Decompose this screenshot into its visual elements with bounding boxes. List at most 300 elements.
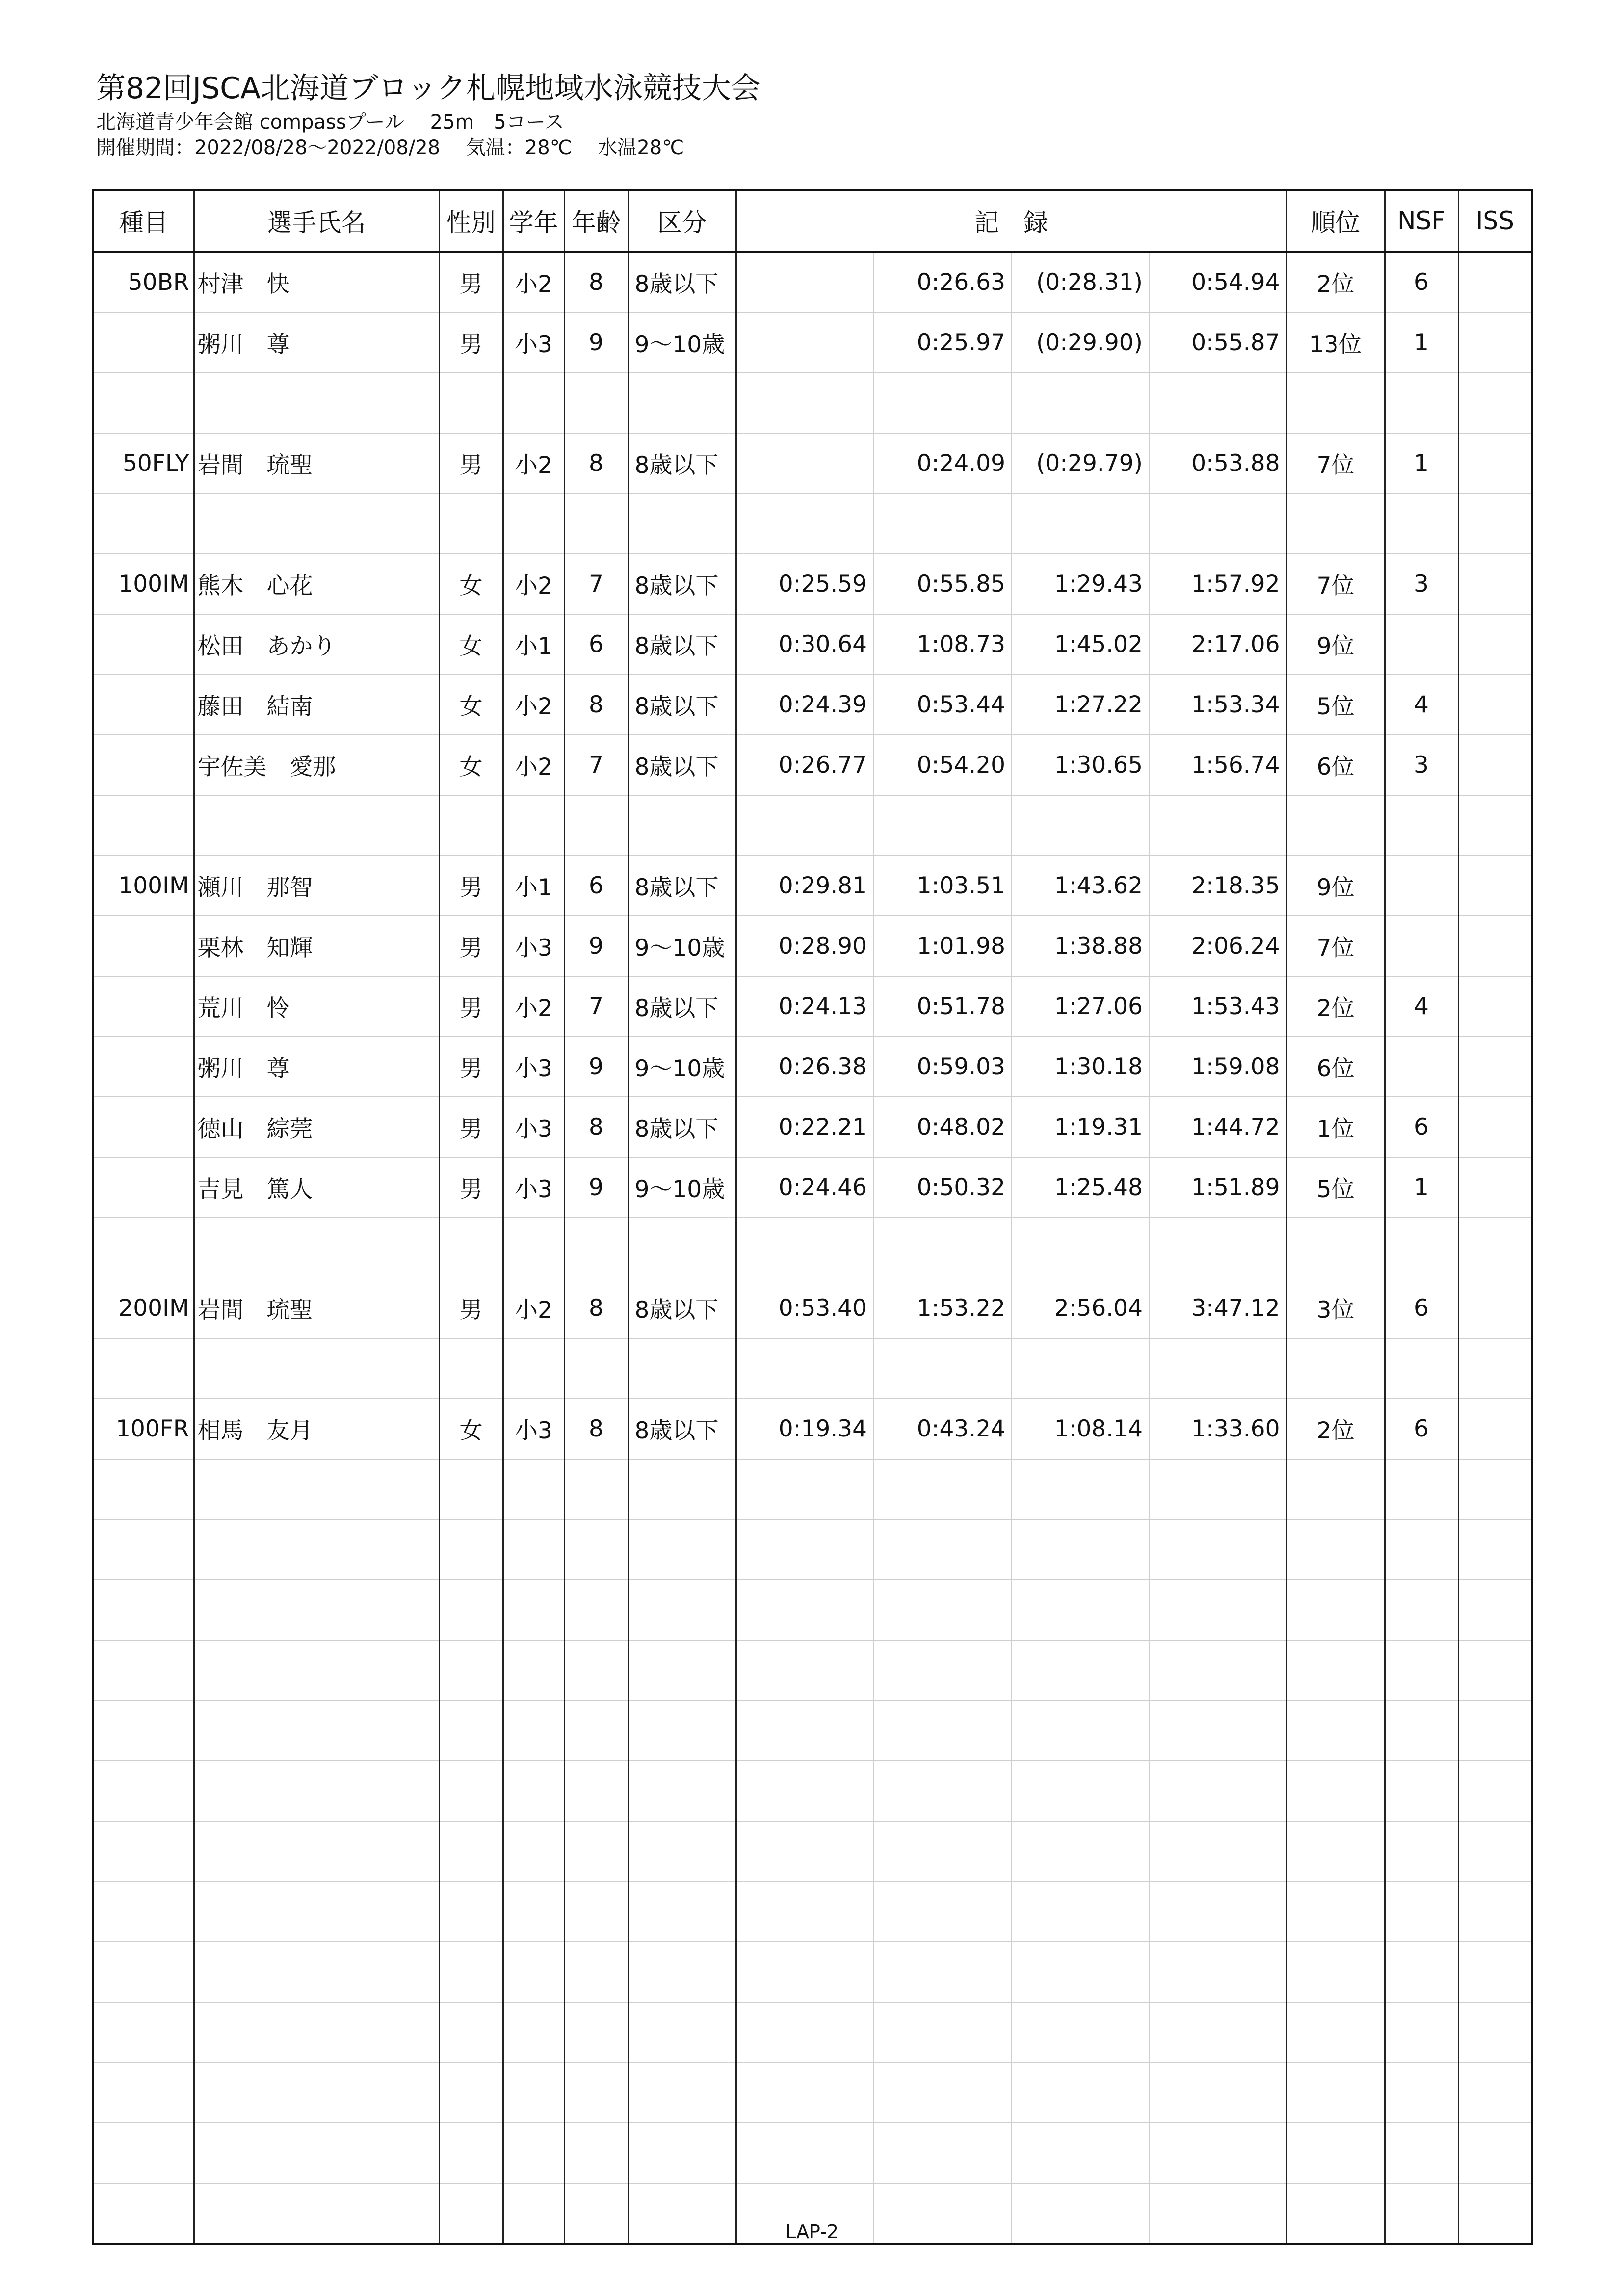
cell-rank bbox=[1286, 1218, 1385, 1278]
cell-split-1 bbox=[736, 2002, 873, 2062]
header-row bbox=[93, 190, 1532, 252]
cell-class bbox=[628, 1459, 736, 1519]
cell-name: 相馬 友月 bbox=[194, 1399, 439, 1459]
cell-nsf bbox=[1385, 856, 1458, 916]
cell-iss bbox=[1458, 2062, 1532, 2123]
table-row bbox=[93, 1459, 1532, 1519]
cell-age bbox=[564, 795, 628, 856]
cell-iss bbox=[1458, 675, 1532, 735]
table-row bbox=[93, 1761, 1532, 1821]
table-row bbox=[93, 1881, 1532, 1942]
cell-final-time bbox=[1149, 1218, 1286, 1278]
cell-nsf bbox=[1385, 1580, 1458, 1640]
cell-sex bbox=[439, 1700, 503, 1761]
cell-split-2 bbox=[873, 1761, 1012, 1821]
cell-rank bbox=[1286, 795, 1385, 856]
cell-name: 荒川 怜 bbox=[194, 976, 439, 1037]
cell-rank bbox=[1286, 1338, 1385, 1399]
cell-grade bbox=[503, 1580, 564, 1640]
venue-line: 北海道青少年会館 compassプール 25m 5コース bbox=[96, 111, 564, 133]
cell-class bbox=[628, 1942, 736, 2002]
cell-nsf bbox=[1385, 1459, 1458, 1519]
cell-final-time bbox=[1149, 1338, 1286, 1399]
cell-event bbox=[93, 1097, 194, 1157]
cell-class bbox=[628, 1881, 736, 1942]
cell-class: 8歳以下 bbox=[628, 1097, 736, 1157]
cell-split-3: 1:30.18 bbox=[1012, 1037, 1149, 1097]
cell-grade bbox=[503, 494, 564, 554]
cell-event bbox=[93, 1580, 194, 1640]
cell-rank: 2位 bbox=[1286, 976, 1385, 1037]
cell-split-1 bbox=[736, 1640, 873, 1700]
cell-sex: 男 bbox=[439, 1278, 503, 1338]
cell-split-1 bbox=[736, 1338, 873, 1399]
cell-class bbox=[628, 1218, 736, 1278]
cell-final-time bbox=[1149, 795, 1286, 856]
cell-iss bbox=[1458, 554, 1532, 614]
cell-split-2 bbox=[873, 1580, 1012, 1640]
cell-sex bbox=[439, 1580, 503, 1640]
cell-final-time: 1:57.92 bbox=[1149, 554, 1286, 614]
cell-age bbox=[564, 1640, 628, 1700]
cell-age bbox=[564, 1700, 628, 1761]
cell-split-3: 1:27.06 bbox=[1012, 976, 1149, 1037]
cell-nsf: 4 bbox=[1385, 976, 1458, 1037]
table-row bbox=[93, 916, 1532, 976]
cell-class bbox=[628, 1640, 736, 1700]
cell-iss bbox=[1458, 1519, 1532, 1580]
cell-age bbox=[564, 1881, 628, 1942]
cell-iss bbox=[1458, 976, 1532, 1037]
cell-split-2 bbox=[873, 373, 1012, 433]
cell-name: 宇佐美 愛那 bbox=[194, 735, 439, 795]
cell-sex: 男 bbox=[439, 856, 503, 916]
cell-split-1 bbox=[736, 494, 873, 554]
cell-nsf: 1 bbox=[1385, 1157, 1458, 1218]
cell-sex: 女 bbox=[439, 614, 503, 675]
cell-iss bbox=[1458, 916, 1532, 976]
cell-nsf bbox=[1385, 1519, 1458, 1580]
cell-nsf: 4 bbox=[1385, 675, 1458, 735]
cell-nsf bbox=[1385, 1700, 1458, 1761]
cell-split-1 bbox=[736, 1700, 873, 1761]
cell-nsf bbox=[1385, 1761, 1458, 1821]
cell-split-1 bbox=[736, 2062, 873, 2123]
cell-event bbox=[93, 373, 194, 433]
cell-iss bbox=[1458, 1821, 1532, 1881]
cell-name: 岩間 琉聖 bbox=[194, 433, 439, 494]
header-iss: ISS bbox=[1458, 190, 1532, 252]
cell-grade: 小2 bbox=[503, 554, 564, 614]
cell-name: 村津 快 bbox=[194, 252, 439, 313]
cell-rank bbox=[1286, 1519, 1385, 1580]
cell-split-1 bbox=[736, 373, 873, 433]
cell-iss bbox=[1458, 1942, 1532, 2002]
cell-name bbox=[194, 1881, 439, 1942]
cell-grade bbox=[503, 1338, 564, 1399]
table-row bbox=[93, 1218, 1532, 1278]
cell-sex: 女 bbox=[439, 675, 503, 735]
cell-iss bbox=[1458, 1157, 1532, 1218]
cell-split-3 bbox=[1012, 1580, 1149, 1640]
cell-split-3: 1:30.65 bbox=[1012, 735, 1149, 795]
cell-name: 栗林 知輝 bbox=[194, 916, 439, 976]
cell-final-time: 2:17.06 bbox=[1149, 614, 1286, 675]
cell-final-time: 1:59.08 bbox=[1149, 1037, 1286, 1097]
cell-rank: 7位 bbox=[1286, 554, 1385, 614]
cell-nsf: 1 bbox=[1385, 313, 1458, 373]
cell-name bbox=[194, 2002, 439, 2062]
cell-final-time bbox=[1149, 494, 1286, 554]
cell-rank bbox=[1286, 1761, 1385, 1821]
cell-iss bbox=[1458, 795, 1532, 856]
cell-split-2 bbox=[873, 1881, 1012, 1942]
cell-split-2: 1:01.98 bbox=[873, 916, 1012, 976]
cell-class: 8歳以下 bbox=[628, 735, 736, 795]
cell-split-2 bbox=[873, 2002, 1012, 2062]
cell-event bbox=[93, 2123, 194, 2183]
table-row bbox=[93, 976, 1532, 1037]
cell-split-3: 1:38.88 bbox=[1012, 916, 1149, 976]
table-row bbox=[93, 494, 1532, 554]
cell-split-1 bbox=[736, 252, 873, 313]
cell-split-3: 1:27.22 bbox=[1012, 675, 1149, 735]
cell-split-2 bbox=[873, 1821, 1012, 1881]
cell-rank: 5位 bbox=[1286, 675, 1385, 735]
cell-age: 7 bbox=[564, 554, 628, 614]
table-row bbox=[93, 1338, 1532, 1399]
cell-iss bbox=[1458, 1580, 1532, 1640]
cell-rank: 7位 bbox=[1286, 916, 1385, 976]
cell-name bbox=[194, 2123, 439, 2183]
cell-event bbox=[93, 1037, 194, 1097]
cell-split-1 bbox=[736, 1761, 873, 1821]
cell-class bbox=[628, 2062, 736, 2123]
cell-class: 9～10歳 bbox=[628, 916, 736, 976]
cell-iss bbox=[1458, 2002, 1532, 2062]
cell-split-3: (0:29.90) bbox=[1012, 313, 1149, 373]
cell-grade: 小3 bbox=[503, 916, 564, 976]
cell-rank: 1位 bbox=[1286, 1097, 1385, 1157]
cell-name: 粥川 尊 bbox=[194, 313, 439, 373]
cell-sex: 男 bbox=[439, 1037, 503, 1097]
cell-event: 50FLY bbox=[93, 433, 194, 494]
cell-class: 8歳以下 bbox=[628, 433, 736, 494]
cell-split-2 bbox=[873, 494, 1012, 554]
cell-name bbox=[194, 1821, 439, 1881]
cell-iss bbox=[1458, 252, 1532, 313]
cell-grade: 小2 bbox=[503, 1278, 564, 1338]
cell-final-time bbox=[1149, 1459, 1286, 1519]
cell-nsf bbox=[1385, 916, 1458, 976]
cell-final-time: 3:47.12 bbox=[1149, 1278, 1286, 1338]
cell-event bbox=[93, 313, 194, 373]
cell-final-time: 1:44.72 bbox=[1149, 1097, 1286, 1157]
cell-class: 8歳以下 bbox=[628, 675, 736, 735]
cell-split-1 bbox=[736, 433, 873, 494]
cell-grade: 小3 bbox=[503, 1157, 564, 1218]
table-row bbox=[93, 675, 1532, 735]
cell-event bbox=[93, 1640, 194, 1700]
cell-class: 8歳以下 bbox=[628, 1399, 736, 1459]
cell-grade: 小2 bbox=[503, 433, 564, 494]
cell-name bbox=[194, 1218, 439, 1278]
cell-iss bbox=[1458, 1399, 1532, 1459]
cell-rank bbox=[1286, 2002, 1385, 2062]
cell-iss bbox=[1458, 313, 1532, 373]
cell-name bbox=[194, 1580, 439, 1640]
cell-split-2: 0:48.02 bbox=[873, 1097, 1012, 1157]
cell-split-2: 0:50.32 bbox=[873, 1157, 1012, 1218]
cell-event bbox=[93, 1700, 194, 1761]
cell-event bbox=[93, 1218, 194, 1278]
cell-age bbox=[564, 1821, 628, 1881]
cell-split-3 bbox=[1012, 1700, 1149, 1761]
table-row bbox=[93, 614, 1532, 675]
table-row bbox=[93, 1580, 1532, 1640]
cell-age bbox=[564, 2002, 628, 2062]
cell-split-1 bbox=[736, 1821, 873, 1881]
cell-grade bbox=[503, 373, 564, 433]
table-row bbox=[93, 856, 1532, 916]
cell-sex bbox=[439, 1459, 503, 1519]
cell-rank: 5位 bbox=[1286, 1157, 1385, 1218]
cell-final-time: 2:18.35 bbox=[1149, 856, 1286, 916]
cell-name bbox=[194, 1459, 439, 1519]
cell-event: 100IM bbox=[93, 554, 194, 614]
cell-grade bbox=[503, 1821, 564, 1881]
cell-event: 50BR bbox=[93, 252, 194, 313]
cell-iss bbox=[1458, 1761, 1532, 1821]
header-age: 年齢 bbox=[564, 190, 628, 252]
cell-sex: 女 bbox=[439, 735, 503, 795]
cell-event bbox=[93, 1459, 194, 1519]
cell-sex bbox=[439, 1881, 503, 1942]
cell-final-time: 2:06.24 bbox=[1149, 916, 1286, 976]
cell-final-time bbox=[1149, 1821, 1286, 1881]
cell-split-2: 0:51.78 bbox=[873, 976, 1012, 1037]
cell-class: 8歳以下 bbox=[628, 614, 736, 675]
cell-age bbox=[564, 1519, 628, 1580]
cell-sex bbox=[439, 1942, 503, 2002]
cell-age bbox=[564, 2123, 628, 2183]
cell-final-time: 0:55.87 bbox=[1149, 313, 1286, 373]
cell-grade bbox=[503, 1640, 564, 1700]
cell-final-time bbox=[1149, 1700, 1286, 1761]
cell-split-2: 0:59.03 bbox=[873, 1037, 1012, 1097]
cell-iss bbox=[1458, 1881, 1532, 1942]
cell-age: 9 bbox=[564, 1037, 628, 1097]
cell-age: 8 bbox=[564, 1278, 628, 1338]
cell-grade bbox=[503, 1700, 564, 1761]
cell-age: 8 bbox=[564, 433, 628, 494]
cell-rank bbox=[1286, 373, 1385, 433]
cell-rank bbox=[1286, 1640, 1385, 1700]
cell-rank bbox=[1286, 1580, 1385, 1640]
cell-split-3: 1:29.43 bbox=[1012, 554, 1149, 614]
header-class: 区分 bbox=[628, 190, 736, 252]
header-rank: 順位 bbox=[1286, 190, 1385, 252]
cell-split-3 bbox=[1012, 1459, 1149, 1519]
cell-nsf bbox=[1385, 1942, 1458, 2002]
cell-grade bbox=[503, 1519, 564, 1580]
cell-event bbox=[93, 735, 194, 795]
cell-split-2 bbox=[873, 2062, 1012, 2123]
cell-name: 粥川 尊 bbox=[194, 1037, 439, 1097]
cell-split-3 bbox=[1012, 1640, 1149, 1700]
cell-iss bbox=[1458, 1640, 1532, 1700]
cell-split-1 bbox=[736, 1942, 873, 2002]
cell-nsf bbox=[1385, 494, 1458, 554]
cell-final-time bbox=[1149, 2062, 1286, 2123]
cell-final-time: 1:53.34 bbox=[1149, 675, 1286, 735]
cell-class bbox=[628, 1761, 736, 1821]
cell-age bbox=[564, 1942, 628, 2002]
cell-nsf bbox=[1385, 2002, 1458, 2062]
table-row bbox=[93, 1278, 1532, 1338]
cell-nsf: 3 bbox=[1385, 554, 1458, 614]
cell-split-1: 0:28.90 bbox=[736, 916, 873, 976]
cell-event bbox=[93, 1338, 194, 1399]
cell-rank: 6位 bbox=[1286, 1037, 1385, 1097]
cell-name bbox=[194, 1700, 439, 1761]
cell-split-1: 0:26.77 bbox=[736, 735, 873, 795]
cell-event bbox=[93, 1519, 194, 1580]
cell-split-3 bbox=[1012, 795, 1149, 856]
cell-name bbox=[194, 2062, 439, 2123]
cell-event bbox=[93, 1881, 194, 1942]
table-row bbox=[93, 1097, 1532, 1157]
table-header bbox=[93, 190, 1532, 252]
cell-split-1 bbox=[736, 1580, 873, 1640]
cell-nsf bbox=[1385, 1338, 1458, 1399]
cell-class bbox=[628, 1580, 736, 1640]
cell-final-time bbox=[1149, 1519, 1286, 1580]
cell-name bbox=[194, 494, 439, 554]
cell-split-1: 0:53.40 bbox=[736, 1278, 873, 1338]
cell-class bbox=[628, 1821, 736, 1881]
cell-final-time bbox=[1149, 1881, 1286, 1942]
cell-event bbox=[93, 614, 194, 675]
cell-grade: 小3 bbox=[503, 1037, 564, 1097]
cell-event bbox=[93, 494, 194, 554]
cell-rank bbox=[1286, 1459, 1385, 1519]
cell-class: 8歳以下 bbox=[628, 252, 736, 313]
table-row bbox=[93, 735, 1532, 795]
cell-sex: 男 bbox=[439, 1097, 503, 1157]
cell-name: 徳山 綜莞 bbox=[194, 1097, 439, 1157]
cell-split-2: 0:24.09 bbox=[873, 433, 1012, 494]
cell-age: 9 bbox=[564, 313, 628, 373]
cell-grade: 小1 bbox=[503, 614, 564, 675]
cell-event: 100IM bbox=[93, 856, 194, 916]
cell-name bbox=[194, 1761, 439, 1821]
table-row bbox=[93, 2123, 1532, 2183]
cell-split-3: (0:28.31) bbox=[1012, 252, 1149, 313]
cell-split-2 bbox=[873, 1640, 1012, 1700]
cell-final-time bbox=[1149, 2002, 1286, 2062]
cell-sex bbox=[439, 1338, 503, 1399]
cell-class bbox=[628, 373, 736, 433]
cell-split-3 bbox=[1012, 373, 1149, 433]
cell-split-1: 0:19.34 bbox=[736, 1399, 873, 1459]
cell-split-3: 1:08.14 bbox=[1012, 1399, 1149, 1459]
cell-age bbox=[564, 1580, 628, 1640]
cell-sex bbox=[439, 795, 503, 856]
cell-age: 8 bbox=[564, 1097, 628, 1157]
cell-final-time bbox=[1149, 1580, 1286, 1640]
cell-age bbox=[564, 2062, 628, 2123]
cell-final-time: 1:51.89 bbox=[1149, 1157, 1286, 1218]
cell-sex: 女 bbox=[439, 1399, 503, 1459]
cell-age: 7 bbox=[564, 735, 628, 795]
cell-split-2: 1:08.73 bbox=[873, 614, 1012, 675]
cell-class bbox=[628, 1338, 736, 1399]
cell-split-3 bbox=[1012, 494, 1149, 554]
cell-sex bbox=[439, 2062, 503, 2123]
cell-event bbox=[93, 1157, 194, 1218]
header-nsf: NSF bbox=[1385, 190, 1458, 252]
cell-nsf: 6 bbox=[1385, 252, 1458, 313]
cell-grade bbox=[503, 795, 564, 856]
cell-class: 9～10歳 bbox=[628, 1037, 736, 1097]
table-row bbox=[93, 2062, 1532, 2123]
cell-iss bbox=[1458, 856, 1532, 916]
cell-split-1: 0:26.38 bbox=[736, 1037, 873, 1097]
cell-split-2: 1:53.22 bbox=[873, 1278, 1012, 1338]
cell-event: 100FR bbox=[93, 1399, 194, 1459]
cell-age: 9 bbox=[564, 916, 628, 976]
table-row bbox=[93, 1640, 1532, 1700]
cell-nsf: 1 bbox=[1385, 433, 1458, 494]
cell-split-3 bbox=[1012, 1881, 1149, 1942]
cell-rank bbox=[1286, 1942, 1385, 2002]
cell-nsf bbox=[1385, 614, 1458, 675]
cell-iss bbox=[1458, 494, 1532, 554]
cell-nsf bbox=[1385, 1821, 1458, 1881]
cell-name bbox=[194, 1338, 439, 1399]
cell-split-3 bbox=[1012, 2123, 1149, 2183]
cell-class: 8歳以下 bbox=[628, 554, 736, 614]
cell-iss bbox=[1458, 735, 1532, 795]
cell-split-3: (0:29.79) bbox=[1012, 433, 1149, 494]
cell-rank: 2位 bbox=[1286, 252, 1385, 313]
cell-iss bbox=[1458, 433, 1532, 494]
cell-name bbox=[194, 1640, 439, 1700]
cell-name bbox=[194, 373, 439, 433]
cell-split-2 bbox=[873, 1338, 1012, 1399]
page-title: 第82回JSCA北海道ブロック札幌地域水泳競技大会 bbox=[96, 71, 760, 105]
cell-rank: 9位 bbox=[1286, 614, 1385, 675]
cell-split-1 bbox=[736, 2123, 873, 2183]
cell-class bbox=[628, 1700, 736, 1761]
cell-nsf bbox=[1385, 2123, 1458, 2183]
cell-name bbox=[194, 1519, 439, 1580]
cell-rank: 7位 bbox=[1286, 433, 1385, 494]
cell-split-1: 0:24.13 bbox=[736, 976, 873, 1037]
cell-event bbox=[93, 1761, 194, 1821]
cell-nsf: 6 bbox=[1385, 1278, 1458, 1338]
cell-age: 7 bbox=[564, 976, 628, 1037]
table-row bbox=[93, 1700, 1532, 1761]
cell-split-3 bbox=[1012, 2002, 1149, 2062]
cell-final-time: 1:56.74 bbox=[1149, 735, 1286, 795]
cell-split-2: 0:43.24 bbox=[873, 1399, 1012, 1459]
cell-grade bbox=[503, 2002, 564, 2062]
cell-sex: 男 bbox=[439, 433, 503, 494]
cell-event: 200IM bbox=[93, 1278, 194, 1338]
cell-nsf: 3 bbox=[1385, 735, 1458, 795]
